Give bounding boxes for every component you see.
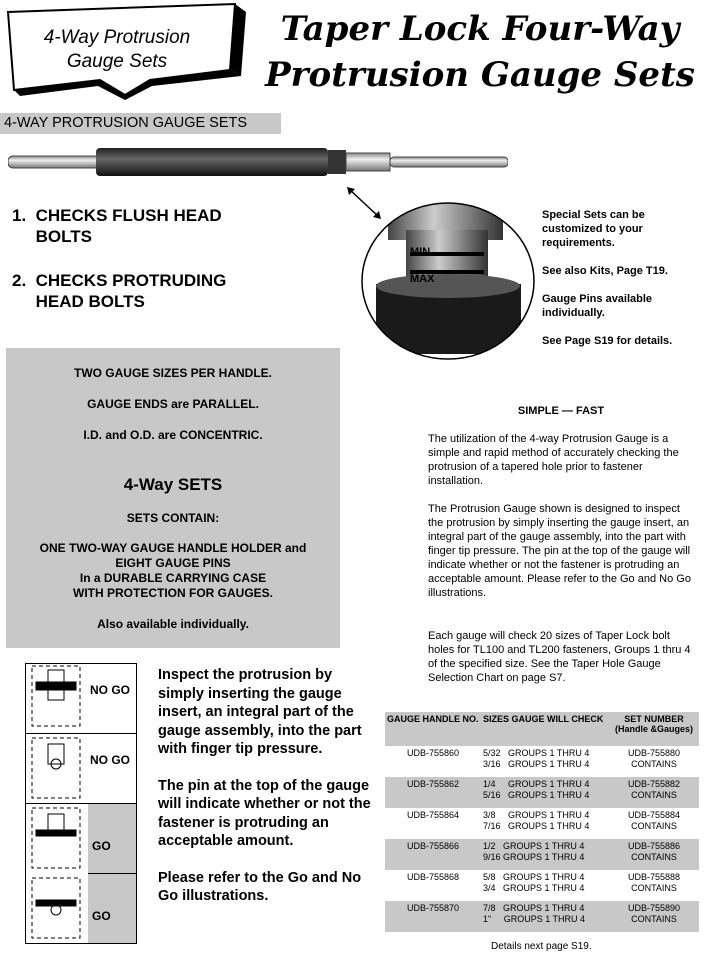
side-note-pins: Gauge Pins available individually. [542,293,653,319]
size-line: 1" GROUPS 1 THRU 4 [483,914,586,924]
go-label-1: GO [92,839,111,853]
sizes-cell [481,808,609,839]
set-number: UDB-755886 [627,841,681,851]
contains-label: CONTAINS [631,821,677,831]
nogo-label-2: NO GO [90,753,131,767]
handle-number: UDB-755862 [385,777,481,808]
details-note: Details next page S19. [491,941,592,952]
max-label: MAX [410,273,435,285]
set-cell [609,746,699,777]
size-line: 3/4 GROUPS 1 THRU 4 [483,883,585,893]
check-1-line-1: 1. CHECKS FLUSH HEAD [12,206,222,225]
inspect-paragraph-1: Inspect the protrusion by simply inserting the gauge insert, an integral part of the gauge assembly, into the part with finger tip pressure. [158,667,362,757]
check-2-line-1: 2. CHECKS PROTRUDING [12,271,227,290]
go-nogo-illustration [25,663,137,944]
set-number: UDB-755890 [627,903,681,913]
sizes-cell [481,901,609,932]
nogo-label-1: NO GO [90,683,131,697]
handle-number: UDB-755864 [406,810,460,820]
check-item-1 [12,205,222,247]
table-row [385,746,699,777]
set-cell [609,839,699,870]
set-cell [609,777,699,808]
table-row [385,777,699,808]
size-line: 7/16 GROUPS 1 THRU 4 [483,821,590,831]
sets-contain: SETS CONTAIN: [126,511,220,525]
sets-heading: 4-Way SETS [123,475,223,494]
set-cell [609,901,699,932]
sets-line-2: EIGHT GAUGE PINS [115,556,231,570]
set-number: UDB-755880 [627,748,681,758]
paragraph-3: Each gauge will check 20 sizes of Taper Lock bolt holes for TL100 and TL200 fasteners, Groups 1 thru 4 of the specified size. See the Taper Hole Gauge Selection Chart on page S7. [428,630,691,684]
title-line-2: Protrusion Gauge Sets [265,55,695,95]
simple-fast-heading: SIMPLE — FAST [517,405,605,417]
sizes-cell [481,746,609,777]
sizes-cell [481,839,609,870]
size-line: 1/4 GROUPS 1 THRU 4 [483,779,590,789]
contains-label: CONTAINS [631,883,677,893]
check-1-line-2: BOLTS [12,227,92,246]
gauge-handle-image [8,140,508,192]
gauge-table [385,712,699,932]
go-label-2: GO [92,909,111,923]
size-line: 7/8 GROUPS 1 THRU 4 [483,903,585,913]
contains-label: CONTAINS [631,759,677,769]
size-line: 5/16 GROUPS 1 THRU 4 [483,790,590,800]
handle-number: UDB-755866 [385,839,481,870]
header-sizes: SIZES GAUGE WILL CHECK [481,712,609,746]
size-line: 9/16 GROUPS 1 THRU 4 [483,852,585,862]
size-line: 5/32 GROUPS 1 THRU 4 [483,748,590,758]
sets-line-1: ONE TWO-WAY GAUGE HANDLE HOLDER and [39,541,307,555]
size-line: 1/2 GROUPS 1 THRU 4 [483,841,585,851]
feature-line-3: I.D. and O.D. are CONCENTRIC. [83,428,263,442]
size-line: 5/8 GROUPS 1 THRU 4 [483,872,585,882]
header-set-number: SET NUMBER [624,714,684,724]
banner-text [22,26,212,74]
page-title [250,6,710,98]
header-handle: GAUGE HANDLE NO. [385,712,481,746]
gauge-closeup-image [358,200,538,362]
sizes-cell [481,777,609,808]
banner-line-2: Gauge Sets [66,51,168,72]
features-box [6,348,340,648]
set-number: UDB-755882 [627,779,681,789]
check-2-line-2: HEAD BOLTS [12,292,145,311]
set-cell [609,808,699,839]
table-row [385,808,699,839]
header-set [609,712,699,746]
table-row [385,901,699,932]
side-note-details: See Page S19 for details. [542,335,673,347]
paragraph-2: The Protrusion Gauge shown is designed to inspect the protrusion by simply inserting the gauge insert, an integral part of the gauge assembly, into the part with finger tip pressure. The pin at the top of the gauge will indicate whether or not the fastener is protruding an acceptable amount. Please refer to the Go and No Go illustrations. [428,503,691,599]
inspect-instructions [158,666,378,906]
handle-number: UDB-755868 [406,872,460,882]
table-header-row [385,712,699,746]
feature-line-2: GAUGE ENDS are PARALLEL. [87,397,259,411]
contains-label: CONTAINS [631,790,677,800]
set-number: UDB-755884 [627,810,681,820]
size-line: 3/8 GROUPS 1 THRU 4 [483,810,590,820]
contains-label: CONTAINS [631,852,677,862]
contains-label: CONTAINS [631,914,677,924]
sets-line-3: In a DURABLE CARRYING CASE [79,571,267,585]
sizes-cell [481,870,609,901]
set-number: UDB-755888 [627,872,681,882]
paragraph-1: The utilization of the 4-way Protrusion Gauge is a simple and rapid method of accurately checking the protrusion of a tapered hole prior to fastener installation. [428,433,679,487]
banner-line-1: 4-Way Protrusion [43,27,191,48]
handle-number: UDB-755870 [385,901,481,932]
side-note-custom: Special Sets can be customized to your requirements. [542,209,645,249]
title-line-1: Taper Lock Four-Way [280,9,680,49]
gauge-diagrams [26,664,88,943]
side-note-kits: See also Kits, Page T19. [542,265,668,277]
table-row [385,839,699,870]
set-cell [609,870,699,901]
inspect-paragraph-3: Please refer to the Go and No Go illustrations. [158,869,362,904]
header-handle-gauges: (Handle &Gauges) [614,724,693,734]
feature-line-1: TWO GAUGE SIZES PER HANDLE. [73,366,272,380]
check-item-2 [12,270,226,312]
also-available: Also available individually. [97,617,249,631]
inspect-paragraph-2: The pin at the top of the gauge will indicate whether or not the fastener is protruding an acceptable amount. [158,777,371,849]
min-label: MIN [410,246,431,258]
handle-number: UDB-755860 [406,748,460,758]
size-line: 3/16 GROUPS 1 THRU 4 [483,759,590,769]
sets-line-4: WITH PROTECTION FOR GAUGES. [73,586,273,600]
section-label: 4-WAY PROTRUSION GAUGE SETS [4,115,248,131]
table-row [385,870,699,901]
